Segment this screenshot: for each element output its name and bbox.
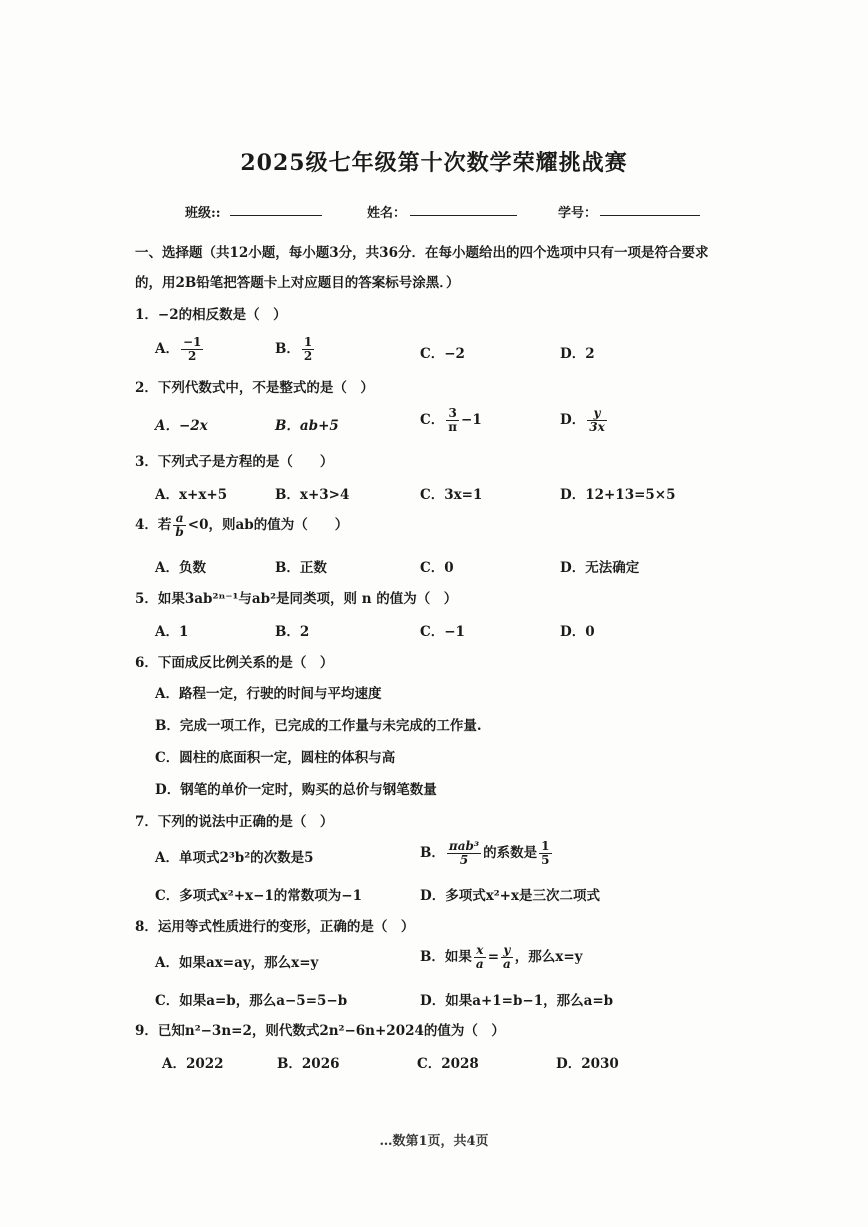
question-2-option-b: B．ab+5 [275, 418, 339, 434]
class-field[interactable] [230, 215, 322, 216]
question-8-option-b: B．如果 $\frac{x}{a}$ = $\frac{y}{a}$ ，那么x=y [420, 943, 583, 971]
question-9-option-b: B．2026 [277, 1056, 340, 1072]
question-1-option-a: A． $\frac{-1}{2}$ [155, 335, 202, 363]
question-7-stem: 7．下列的说法中正确的是（ ） [135, 814, 334, 830]
section-instructions-line1: 一、选择题（共12小题，每小题3分，共36分．在每小题给出的四个选项中只有一项是符合要求 [135, 245, 709, 261]
question-3-option-a: A．x+x+5 [155, 487, 228, 503]
question-5-option-a: A．1 [155, 624, 189, 640]
question-7-option-c: C．多项式x²+x−1的常数项为−1 [155, 888, 362, 904]
student-info-row [0, 200, 868, 224]
question-6-option-d: D．钢笔的单价一定时，购买的总价与钢笔数量 [155, 782, 437, 798]
question-5-option-b: B．2 [275, 624, 310, 640]
question-1-option-c: C．−2 [420, 346, 465, 362]
question-1-option-b: B． $\frac{1}{2}$ [275, 335, 313, 363]
exam-title: 2025级七年级第十次数学荣耀挑战赛 [240, 150, 628, 176]
question-2-option-a: A．−2x [155, 418, 208, 434]
question-3-option-d: D．12+13=5×5 [560, 487, 676, 503]
page-footer: …数第1页，共4页 [379, 1134, 489, 1149]
question-2-option-d: D． $\frac{y}{3x}$ [560, 406, 605, 434]
question-8-option-a: A．如果ax=ay，那么x=y [155, 955, 319, 971]
question-3-option-b: B．x+3>4 [275, 487, 350, 503]
question-6-option-c: C．圆柱的底面积一定，圆柱的体积与高 [155, 750, 396, 766]
name-field[interactable] [410, 215, 517, 216]
question-8-option-c: C．如果a=b，那么a−5=5−b [155, 993, 348, 1009]
question-1-stem: 1．−2的相反数是（ ） [135, 307, 287, 323]
question-3-stem: 3．下列式子是方程的是（ ） [135, 454, 334, 470]
question-6-option-a: A．路程一定，行驶的时间与平均速度 [155, 686, 382, 702]
question-5-option-d: D．0 [560, 624, 595, 640]
section-header [135, 238, 755, 298]
question-9-option-c: C．2028 [417, 1056, 479, 1072]
student-id-field[interactable] [600, 215, 700, 216]
question-9-option-d: D．2030 [556, 1056, 619, 1072]
class-label: 班级:: [185, 206, 221, 221]
question-8-option-d: D．如果a+1=b−1，那么a=b [420, 993, 614, 1009]
question-8-stem: 8．运用等式性质进行的变形，正确的是（ ） [135, 919, 415, 935]
question-1-option-d: D．2 [560, 346, 595, 362]
question-7-option-b: B． $\frac{\text{πab³}}{5}$ 的系数是 $\frac{1}{5}$ [420, 839, 550, 867]
question-9-option-a: A．2022 [162, 1056, 224, 1072]
name-label: 姓名： [367, 206, 407, 221]
question-5-stem: 5．如果3ab²ⁿ⁻¹与ab²是同类项，则 n 的值为（ ） [135, 591, 458, 607]
question-9-stem: 9．已知n²−3n=2，则代数式2n²−6n+2024的值为（ ） [135, 1023, 505, 1039]
student-id-label: 学号： [558, 206, 598, 221]
question-7-option-d: D．多项式x²+x是三次二项式 [420, 888, 601, 904]
question-4-option-d: D．无法确定 [560, 560, 640, 576]
question-4-option-c: C．0 [420, 560, 454, 576]
question-5-option-c: C．−1 [420, 624, 465, 640]
question-6-stem: 6．下面成反比例关系的是（ ） [135, 655, 334, 671]
question-7-option-a: A．单项式2³b²的次数是5 [155, 850, 314, 866]
question-3-option-c: C．3x=1 [420, 487, 483, 503]
question-4-stem: 4．若 $\frac{a}{b}$ <0，则ab的值为（ ） [135, 511, 349, 539]
section-instructions-line2: 的，用2B铅笔把答题卡上对应题目的答案标号涂黑．） [135, 275, 460, 291]
question-4-option-a: A．负数 [155, 560, 206, 576]
question-4-option-b: B．正数 [275, 560, 327, 576]
question-6-option-b: B．完成一项工作，已完成的工作量与未完成的工作量. [155, 718, 482, 734]
question-2-stem: 2．下列代数式中，不是整式的是（ ） [135, 380, 374, 396]
question-2-option-c: C． $\frac{3}{\pi}$ −1 [420, 406, 482, 434]
